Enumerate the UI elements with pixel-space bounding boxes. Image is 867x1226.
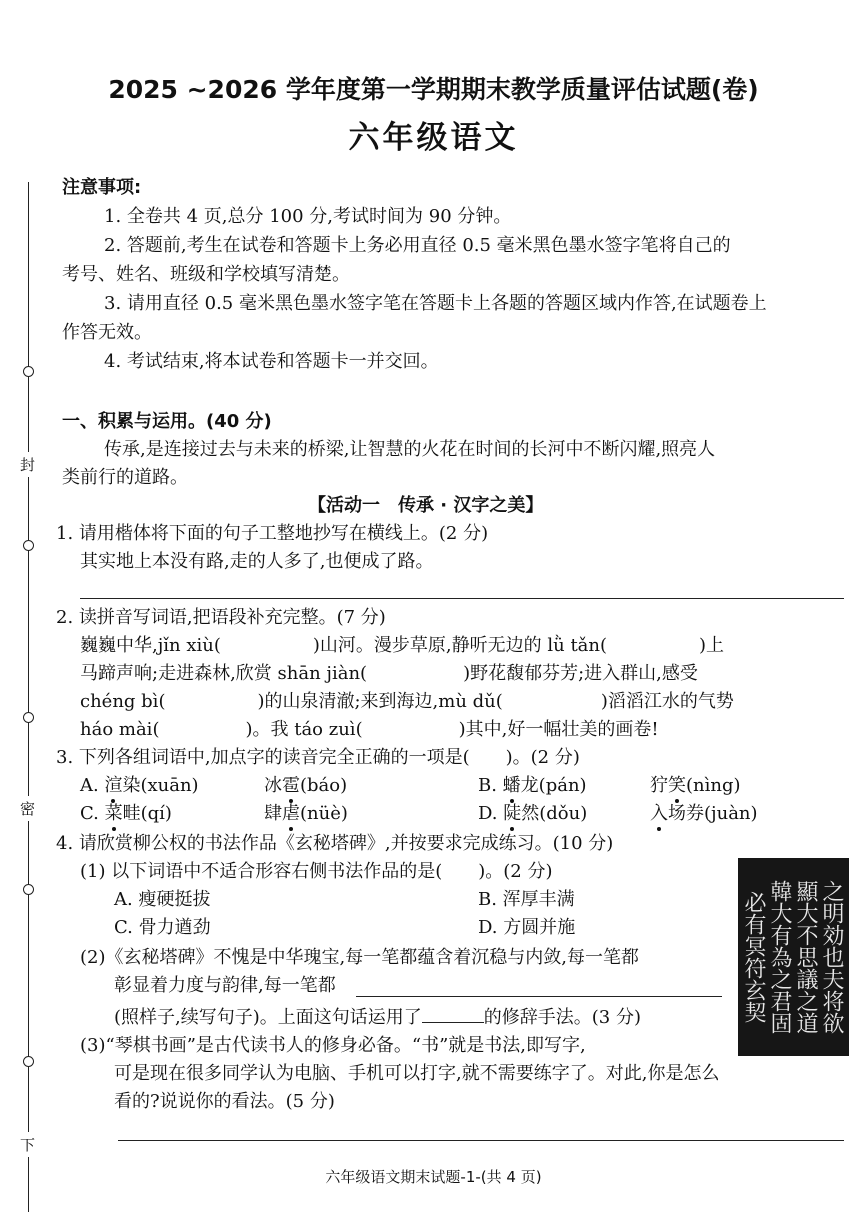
calligraphy-column: 必有冥符玄契: [741, 891, 766, 1023]
question-4-3-line: 可是现在很多同学认为电脑、手机可以打字,就不需要练字了。对此,你是怎么: [114, 1063, 720, 1084]
notice-item: 2. 答题前,考生在试卷和答题卡上务必用直径 0.5 毫米黑色墨水签字笔将自己的: [104, 235, 731, 256]
activity-title: 【活动一 传承 · 汉字之美】: [308, 495, 544, 516]
notice-item: 作答无效。: [62, 322, 152, 343]
option-d-word2: 入场券(juàn): [650, 803, 758, 824]
binding-label-secret: 密: [20, 796, 35, 821]
calligraphy-column: 韓大有為之君固: [767, 880, 792, 1034]
question-2-line: chéng bì( )的山泉清澈;来到海边,mù dǔ( )滔滔江水的气势: [80, 691, 734, 712]
exam-title: 2025 ~2026 学年度第一学期期末教学质量评估试题(卷): [108, 75, 759, 104]
binding-label-seal: 封: [20, 452, 35, 477]
question-1-stem: 1. 请用楷体将下面的句子工整地抄写在横线上。(2 分): [56, 523, 489, 544]
exam-subtitle: 六年级语文: [348, 120, 519, 156]
option-a-word2: 冰雹(báo): [264, 775, 348, 796]
calligraphy-column: 顯大不思議之道: [793, 880, 818, 1034]
notice-heading: 注意事项:: [62, 177, 142, 198]
question-4-2-line: (照样子,续写句子)。上面这句话运用了 的修辞手法。(3 分): [114, 1004, 641, 1030]
binding-circle: [23, 540, 34, 551]
notice-item: 考号、姓名、班级和学校填写清楚。: [62, 264, 350, 285]
answer-line[interactable]: [80, 598, 844, 599]
notice-item: 4. 考试结束,将本试卷和答题卡一并交回。: [104, 351, 439, 372]
section-intro: 类前行的道路。: [62, 467, 188, 488]
notice-item: 3. 请用直径 0.5 毫米黑色墨水签字笔在答题卡上各题的答题区域内作答,在试题卷上: [104, 293, 767, 314]
section-intro: 传承,是连接过去与未来的桥梁,让智慧的火花在时间的长河中不断闪耀,照亮人: [104, 439, 716, 460]
question-3-stem: 3. 下列各组词语中,加点字的读音完全正确的一项是( )。(2 分): [56, 747, 580, 768]
binding-circle: [23, 366, 34, 377]
calligraphy-column: 之明効也夫将欲: [819, 880, 844, 1034]
question-2-stem: 2. 读拼音写词语,把语段补充完整。(7 分): [56, 607, 386, 628]
option-c-word2: 肆虐(nüè): [264, 803, 348, 824]
binding-circle: [23, 1056, 34, 1067]
option-d[interactable]: D. 陡然(dǒu): [478, 803, 588, 824]
option-b-word2: 狞笑(nìng): [650, 775, 741, 796]
question-4-3-line: 看的?说说你的看法。(5 分): [114, 1091, 335, 1112]
question-4-3-line: (3)“琴棋书画”是古代读书人的修身必备。“书”就是书法,即写字,: [80, 1035, 586, 1056]
answer-line[interactable]: [118, 1140, 844, 1141]
question-4-1-stem: (1) 以下词语中不适合形容右侧书法作品的是( )。(2 分): [80, 861, 553, 882]
answer-line[interactable]: [356, 996, 722, 997]
question-2-line: 马蹄声响;走进森林,欣赏 shān jiàn( )野花馥郁芬芳;进入群山,感受: [80, 663, 698, 684]
notice-item: 1. 全卷共 4 页,总分 100 分,考试时间为 90 分钟。: [104, 206, 512, 227]
section-heading: 一、积累与运用。(40 分): [62, 411, 272, 432]
question-2-line: 巍巍中华,jǐn xiù( )山河。漫步草原,静听无边的 lǜ tǎn( )上: [80, 635, 725, 656]
option-a[interactable]: A. 瘦硬挺拔: [114, 889, 211, 910]
option-a[interactable]: A. 渲染(xuān): [80, 775, 199, 796]
question-4-2-line: (2)《玄秘塔碑》不愧是中华瑰宝,每一笔都蕴含着沉稳与内敛,每一笔都: [80, 947, 639, 968]
option-b[interactable]: B. 浑厚丰满: [478, 889, 575, 910]
binding-circle: [23, 712, 34, 723]
question-1-sentence: 其实地上本没有路,走的人多了,也便成了路。: [80, 551, 434, 572]
answer-blank[interactable]: [422, 1004, 484, 1023]
binding-circle: [23, 884, 34, 895]
question-4-2-line: 彰显着力度与韵律,每一笔都: [114, 975, 336, 996]
page-footer: 六年级语文期末试题-1-(共 4 页): [325, 1168, 542, 1186]
option-b[interactable]: B. 蟠龙(pán): [478, 775, 587, 796]
option-c[interactable]: C. 骨力遒劲: [114, 917, 211, 938]
calligraphy-image: [738, 858, 849, 1056]
question-2-line: háo mài( )。我 táo zuì( )其中,好一幅壮美的画卷!: [80, 719, 659, 740]
option-d[interactable]: D. 方圆并施: [478, 917, 576, 938]
option-c[interactable]: C. 菜畦(qí): [80, 803, 172, 824]
question-4-stem: 4. 请欣赏柳公权的书法作品《玄秘塔碑》,并按要求完成练习。(10 分): [56, 833, 614, 854]
binding-label-below: 下: [20, 1132, 35, 1157]
